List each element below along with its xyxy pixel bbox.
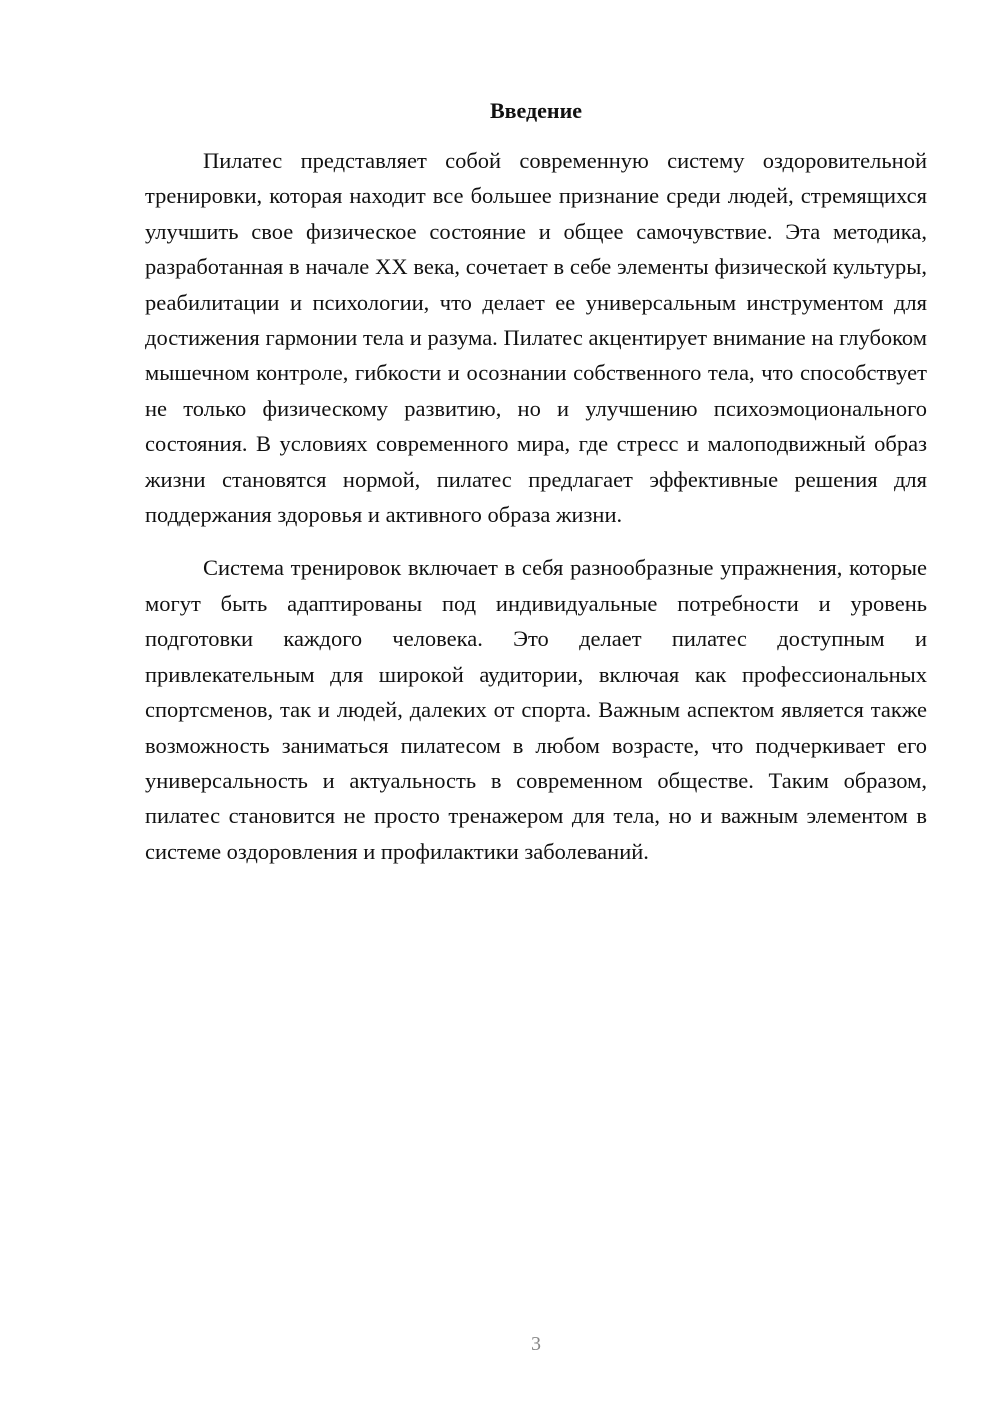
paragraph-2: Система тренировок включает в себя разнообразные упражнения, которые могут быть адаптированы под индивидуальные потребности и уровень подготовки каждого человека. Это делает пилатес доступным и привлекательным для широкой аудитории, включая как профессиональных спортсменов, так и людей, далеких от спорта. Важным аспектом является также возможность заниматься пилатесом в любом возрасте, что подчеркивает его универсальность и актуальность в современном обществе. Таким образом, пилатес становится не просто тренажером для тела, но и важным элементом в системе оздоровления и профилактики заболеваний. bbox=[145, 555, 927, 864]
page-number: 3 bbox=[531, 1333, 541, 1355]
section-title: Введение bbox=[489, 98, 583, 123]
paragraph-1: Пилатес представляет собой современную систему оздоровительной тренировки, которая находит все большее признание среди людей, стремящихся улучшить свое физическое состояние и общее самочувствие. Эта методика, разработанная в начале XX века, сочетает в себе элементы физической культуры, реабилитации и психологии, что делает ее универсальным инструментом для достижения гармонии тела и разума. Пилатес акцентирует внимание на глубоком мышечном контроле, гибкости и осознании собственного тела, что способствует не только физическому развитию, но и улучшению психоэмоционального состояния. В условиях современного мира, где стресс и малоподвижный образ жизни становятся нормой, пилатес предлагает эффективные решения для поддержания здоровья и активного образа жизни. bbox=[145, 148, 927, 528]
body-text bbox=[145, 143, 927, 869]
